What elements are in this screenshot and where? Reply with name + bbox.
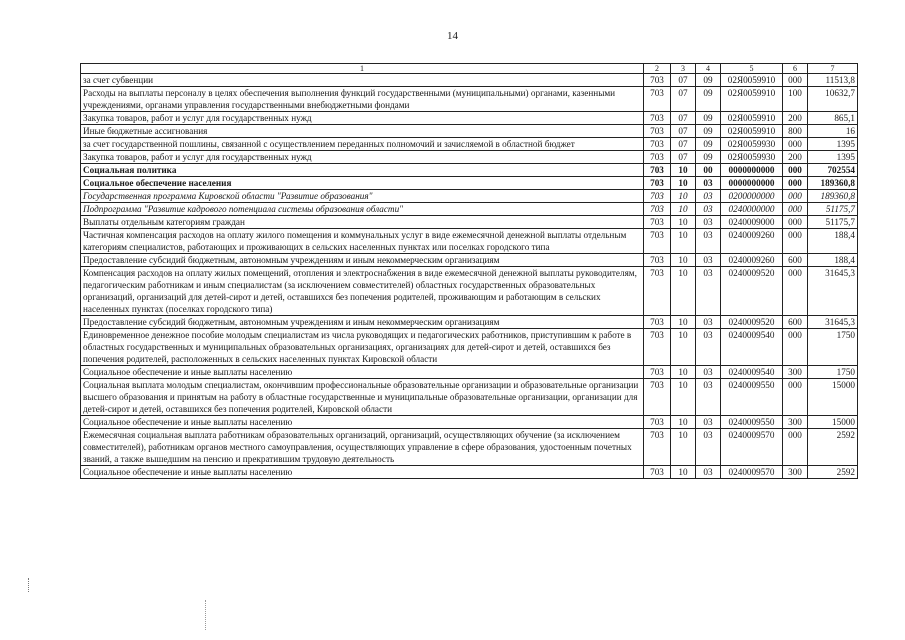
row-name-cell: Государственная программа Кировской области "Развитие образования" [81,190,644,203]
row-name-cell: Социальное обеспечение населения [81,177,644,190]
table-row [81,216,858,229]
amount-cell: 1750 [808,329,858,366]
row-name-cell: Предоставление субсидий бюджетным, автономным учреждениям и иным некоммерческим организациям [81,316,644,329]
table-row [81,151,858,164]
margin-mark [205,600,207,630]
code-target-cell: 0240009520 [721,316,783,329]
code-expense-type-cell: 000 [783,177,808,190]
code-admin-cell: 703 [644,267,671,316]
row-name-cell: Социальное обеспечение и иные выплаты населению [81,416,644,429]
code-subsection-cell: 03 [696,466,721,479]
table-row [81,164,858,177]
code-subsection-cell: 03 [696,316,721,329]
code-admin-cell: 703 [644,138,671,151]
code-subsection-cell: 03 [696,229,721,254]
code-admin-cell: 703 [644,254,671,267]
budget-table [80,63,858,479]
code-section-cell: 10 [671,329,696,366]
code-target-cell: 0000000000 [721,177,783,190]
code-admin-cell: 703 [644,216,671,229]
code-admin-cell: 703 [644,164,671,177]
code-expense-type-cell: 000 [783,216,808,229]
table-row [81,416,858,429]
table-row [81,466,858,479]
code-subsection-cell: 09 [696,112,721,125]
row-name-cell: Ежемесячная социальная выплата работникам образовательных организаций, организаций, осуществляющих обучение (за исключением совместителей), работникам органов местного самоуправления, осуществляющих управление в сфере образования, удостоенным почетных званий, а также вышедшим на пенсию и прекратившим трудовую деятельность [81,429,644,466]
amount-cell: 1395 [808,138,858,151]
code-subsection-cell: 03 [696,203,721,216]
amount-cell: 51175,7 [808,203,858,216]
table-row [81,267,858,316]
code-section-cell: 10 [671,164,696,177]
code-expense-type-cell: 600 [783,254,808,267]
code-section-cell: 10 [671,416,696,429]
table-row [81,87,858,112]
code-section-cell: 10 [671,229,696,254]
table-row [81,254,858,267]
code-admin-cell: 703 [644,329,671,366]
header-cell: 7 [808,64,858,74]
amount-cell: 15000 [808,416,858,429]
code-target-cell: 0240009540 [721,329,783,366]
code-expense-type-cell: 000 [783,379,808,416]
code-section-cell: 07 [671,138,696,151]
amount-cell: 2592 [808,466,858,479]
code-expense-type-cell: 000 [783,203,808,216]
table-row [81,190,858,203]
code-section-cell: 10 [671,366,696,379]
code-admin-cell: 703 [644,177,671,190]
code-subsection-cell: 03 [696,429,721,466]
code-section-cell: 10 [671,216,696,229]
table-row [81,379,858,416]
page-number: 14 [447,30,458,42]
code-expense-type-cell: 000 [783,267,808,316]
code-target-cell: 0240009570 [721,429,783,466]
code-admin-cell: 703 [644,125,671,138]
amount-cell: 10632,7 [808,87,858,112]
table-row [81,74,858,87]
row-name-cell: Иные бюджетные ассигнования [81,125,644,138]
row-name-cell: Частичная компенсация расходов на оплату жилого помещения и коммунальных услуг в виде ежемесячной денежной выплаты отдельным категориям специалистов, работающих и проживающих в сельских населенных пунктах или поселках городского типа [81,229,644,254]
code-target-cell: 02Я0059910 [721,74,783,87]
amount-cell: 1395 [808,151,858,164]
code-expense-type-cell: 300 [783,366,808,379]
amount-cell: 188,4 [808,229,858,254]
code-expense-type-cell: 000 [783,190,808,203]
code-admin-cell: 703 [644,379,671,416]
header-cell: 1 [81,64,644,74]
amount-cell: 189360,8 [808,177,858,190]
code-target-cell: 0240000000 [721,203,783,216]
row-name-cell: Подпрограмма "Развитие кадрового потенциала системы образования области" [81,203,644,216]
amount-cell: 865,1 [808,112,858,125]
row-name-cell: за счет субвенции [81,74,644,87]
header-cell: 6 [783,64,808,74]
row-name-cell: Компенсация расходов на оплату жилых помещений, отопления и электроснабжения в виде ежемесячной денежной выплаты руководителям, педагогическим работникам и иным специалистам (за исключением совместителей) областных государственных образовательных организаций, организаций для детей-сирот и детей, оставшихся без попечения родителей, проживающим и работающим в сельских населенных пунктах (поселках городского типа) [81,267,644,316]
margin-mark [28,578,30,592]
code-admin-cell: 703 [644,203,671,216]
code-subsection-cell: 03 [696,254,721,267]
row-name-cell: Закупка товаров, работ и услуг для государственных нужд [81,112,644,125]
header-row [81,64,858,74]
code-section-cell: 10 [671,203,696,216]
code-admin-cell: 703 [644,429,671,466]
row-name-cell: за счет государственной пошлины, связанной с осуществлением переданных полномочий и зачисляемой в областной бюджет [81,138,644,151]
code-target-cell: 02Я0059910 [721,125,783,138]
code-section-cell: 10 [671,190,696,203]
code-subsection-cell: 03 [696,216,721,229]
code-admin-cell: 703 [644,112,671,125]
row-name-cell: Единовременное денежное пособие молодым специалистам из числа руководящих и педагогических работников, приступившим к работе в областных государственных и муниципальных образовательных организациях, организациях для детей-сирот и детей, оставшихся без попечения родителей, расположенных в сельских населенных пунктах Кировской области [81,329,644,366]
amount-cell: 11513,8 [808,74,858,87]
code-expense-type-cell: 300 [783,466,808,479]
amount-cell: 1750 [808,366,858,379]
code-expense-type-cell: 200 [783,112,808,125]
table-row [81,366,858,379]
header-cell: 3 [671,64,696,74]
code-expense-type-cell: 000 [783,164,808,177]
code-subsection-cell: 09 [696,138,721,151]
code-expense-type-cell: 000 [783,138,808,151]
code-subsection-cell: 03 [696,267,721,316]
code-admin-cell: 703 [644,416,671,429]
table-row [81,177,858,190]
table-row [81,203,858,216]
header-cell: 4 [696,64,721,74]
row-name-cell: Социальное обеспечение и иные выплаты населению [81,366,644,379]
amount-cell: 189360,8 [808,190,858,203]
code-section-cell: 07 [671,151,696,164]
code-expense-type-cell: 000 [783,429,808,466]
row-name-cell: Социальная политика [81,164,644,177]
code-target-cell: 0200000000 [721,190,783,203]
code-expense-type-cell: 000 [783,329,808,366]
row-name-cell: Социальное обеспечение и иные выплаты населению [81,466,644,479]
row-name-cell: Расходы на выплаты персоналу в целях обеспечения выполнения функций государственными (муниципальными) органами, казенными учреждениями, органами управления государственными внебюджетными фондами [81,87,644,112]
table-row [81,229,858,254]
code-expense-type-cell: 800 [783,125,808,138]
header-cell: 5 [721,64,783,74]
table-row [81,112,858,125]
table-row [81,329,858,366]
code-section-cell: 10 [671,316,696,329]
code-target-cell: 0240009540 [721,366,783,379]
code-target-cell: 0240009550 [721,379,783,416]
row-name-cell: Закупка товаров, работ и услуг для государственных нужд [81,151,644,164]
code-subsection-cell: 09 [696,87,721,112]
amount-cell: 15000 [808,379,858,416]
code-target-cell: 0240009260 [721,254,783,267]
table-row [81,429,858,466]
amount-cell: 31645,3 [808,267,858,316]
code-section-cell: 07 [671,87,696,112]
code-subsection-cell: 09 [696,74,721,87]
code-admin-cell: 703 [644,366,671,379]
code-subsection-cell: 09 [696,125,721,138]
code-target-cell: 0000000000 [721,164,783,177]
code-section-cell: 07 [671,125,696,138]
code-target-cell: 02Я0059910 [721,87,783,112]
amount-cell: 31645,3 [808,316,858,329]
code-target-cell: 0240009520 [721,267,783,316]
code-admin-cell: 703 [644,466,671,479]
code-section-cell: 10 [671,429,696,466]
code-subsection-cell: 03 [696,366,721,379]
amount-cell: 51175,7 [808,216,858,229]
table-row [81,316,858,329]
table-row [81,125,858,138]
code-expense-type-cell: 600 [783,316,808,329]
code-subsection-cell: 03 [696,416,721,429]
code-section-cell: 10 [671,254,696,267]
code-section-cell: 10 [671,466,696,479]
code-target-cell: 0240009000 [721,216,783,229]
code-admin-cell: 703 [644,229,671,254]
row-name-cell: Социальная выплата молодым специалистам, окончившим профессиональные образовательные организации и образовательные организации высшего образования и принятым на работу в областные государственные и муниципальные образовательные организации, организации для детей-сирот и детей, оставшихся без попечения родителей, Кировской области [81,379,644,416]
code-admin-cell: 703 [644,74,671,87]
code-section-cell: 10 [671,379,696,416]
code-target-cell: 02Я0059930 [721,151,783,164]
code-expense-type-cell: 000 [783,74,808,87]
code-subsection-cell: 03 [696,177,721,190]
row-name-cell: Предоставление субсидий бюджетным, автономным учреждениям и иным некоммерческим организациям [81,254,644,267]
row-name-cell: Выплаты отдельным категориям граждан [81,216,644,229]
code-target-cell: 0240009570 [721,466,783,479]
table-row [81,138,858,151]
code-subsection-cell: 03 [696,379,721,416]
code-target-cell: 02Я0059910 [721,112,783,125]
code-expense-type-cell: 100 [783,87,808,112]
code-admin-cell: 703 [644,190,671,203]
code-expense-type-cell: 000 [783,229,808,254]
code-subsection-cell: 00 [696,164,721,177]
code-subsection-cell: 09 [696,151,721,164]
code-section-cell: 07 [671,74,696,87]
amount-cell: 188,4 [808,254,858,267]
amount-cell: 702554 [808,164,858,177]
code-target-cell: 02Я0059930 [721,138,783,151]
code-target-cell: 0240009260 [721,229,783,254]
header-cell: 2 [644,64,671,74]
code-subsection-cell: 03 [696,190,721,203]
amount-cell: 16 [808,125,858,138]
code-admin-cell: 703 [644,87,671,112]
code-section-cell: 10 [671,267,696,316]
code-section-cell: 10 [671,177,696,190]
code-subsection-cell: 03 [696,329,721,366]
code-section-cell: 07 [671,112,696,125]
code-expense-type-cell: 300 [783,416,808,429]
code-target-cell: 0240009550 [721,416,783,429]
code-admin-cell: 703 [644,316,671,329]
code-admin-cell: 703 [644,151,671,164]
code-expense-type-cell: 200 [783,151,808,164]
amount-cell: 2592 [808,429,858,466]
